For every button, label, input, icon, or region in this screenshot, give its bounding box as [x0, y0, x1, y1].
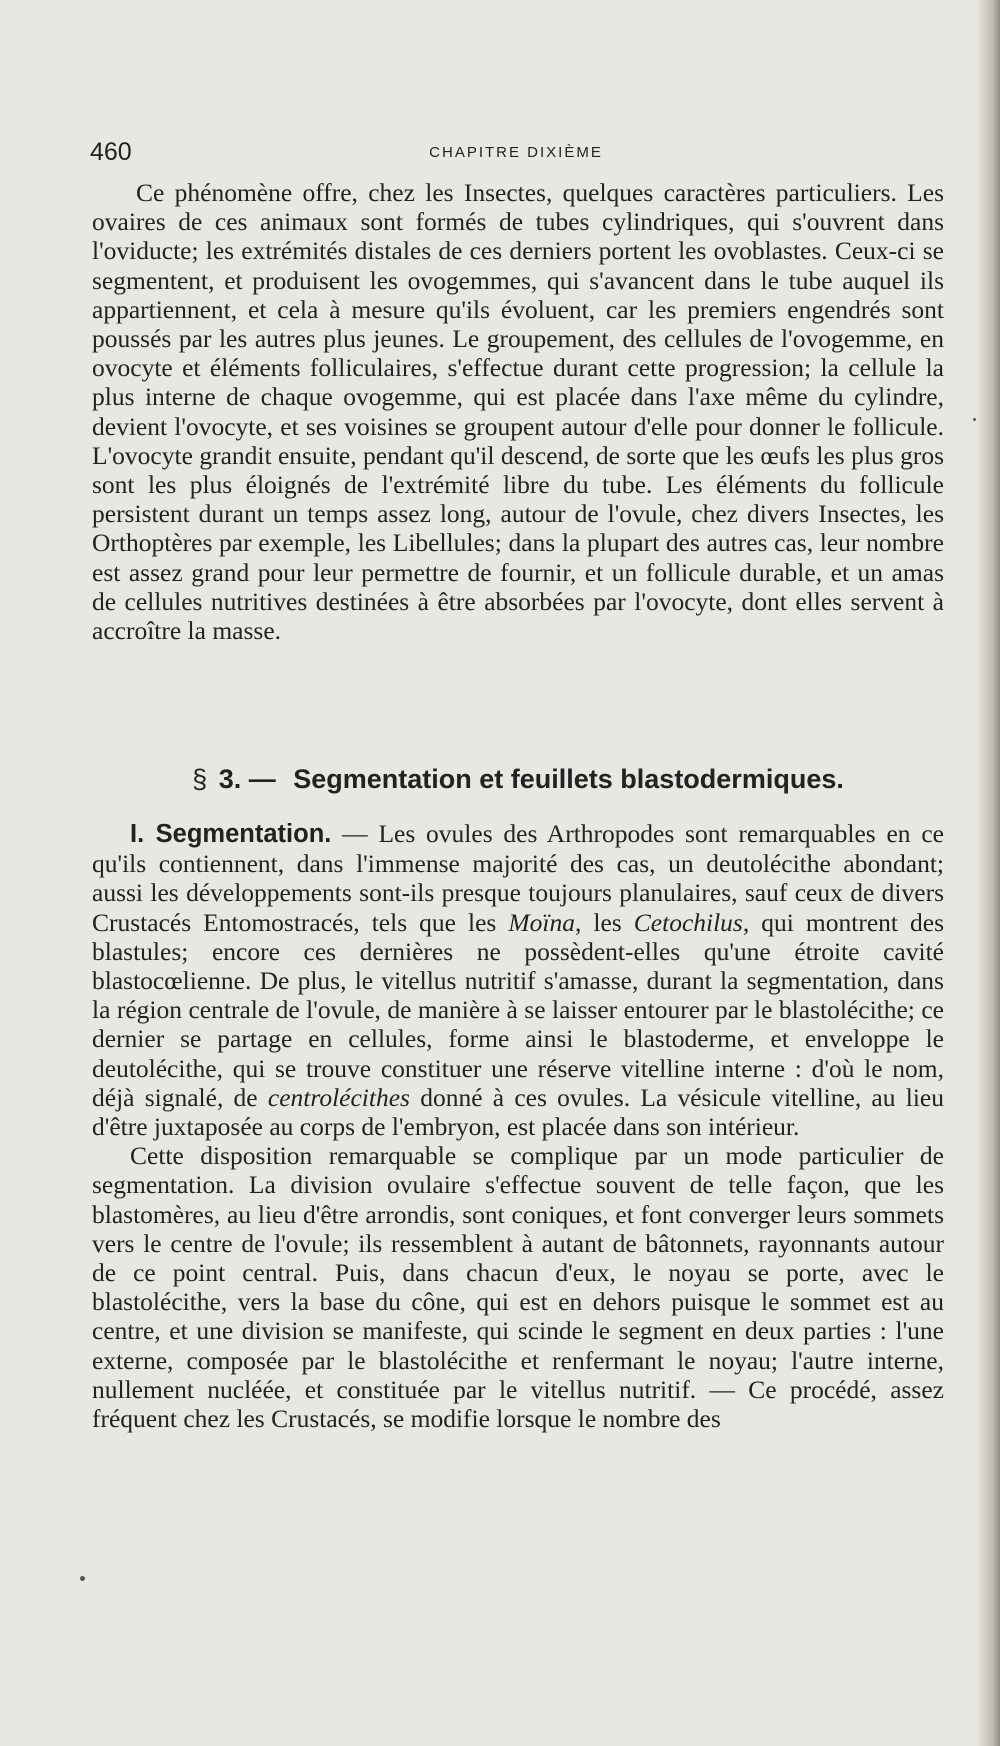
section-sign: § [192, 764, 208, 794]
italic-term-centrolecithes: centrolécithes [267, 1082, 410, 1112]
page-header [90, 138, 942, 172]
print-speck [973, 418, 976, 421]
page-number: 460 [90, 138, 132, 166]
paragraph-2-text-b: , les [574, 907, 634, 937]
paragraph-3: Cette disposition remarquable se complique par un mode particulier de segmentation. La division ovulaire s'effectue souvent de telle façon, que les blastomères, au lieu d'être arrondis, sont coniques, et font converger leurs sommets vers le centre de l'ovule; ils ressemblent à autant de bâtonnets, rayonnants autour de ce point central. Puis, dans chacun d'eux, le noyau se porte, avec le blastolécithe, vers la base du cône, qui est en dehors puisque le sommet est au centre, et une division se manifeste, qui scinde le segment en deux parties : l'une externe, composée par le blastolécithe et renfermant le noyau; l'autre interne, nullement nucléée, et constituée par le vitellus nutritif. — Ce procédé, assez fréquent chez les Crustacés, se modifie lorsque le nombre des [92, 1141, 944, 1434]
italic-term-cetochilus: Cetochilus [633, 907, 743, 937]
subsection-heading: I. Segmentation. [130, 820, 332, 848]
section-heading [92, 764, 944, 795]
body-text-bottom [92, 819, 944, 1433]
running-head: CHAPITRE DIXIÈME [429, 144, 603, 161]
italic-term-moina: Moïna [508, 907, 575, 937]
body-text-top [92, 178, 944, 645]
paragraph-2 [92, 819, 944, 1141]
section-title: Segmentation et feuillets blastodermiques. [293, 764, 844, 794]
paragraph-2-text-c: , qui montrent des blastules; encore ces dernières ne possèdent-elles qu'une étroite cavité blastocœlienne. De plus, le vitellus nutritif s'amasse, durant la segmentation, dans la région centrale de l'ovule, de manière à se laisser entourer par le blastolécithe; ce dernier se partage en cellules, forme ainsi le blastoderme, et enveloppe le deutolécithe, qui se trouve constituer une réserve vitelline interne : d'où le nom, déjà signalé, de [92, 907, 945, 1112]
paragraph-2-text-d: donné à ces ovules. La vésicule vitelline, au lieu d'être juxtaposée au corps de l'embryon, est placée dans son intérieur. [92, 1082, 944, 1142]
section-number: 3. — [218, 764, 276, 794]
paragraph-1: Ce phénomène offre, chez les Insectes, quelques caractères particuliers. Les ovaires de ces animaux sont formés de tubes cylindriques, qui s'ouvrent dans l'oviducte; les extrémités distales de ces derniers portent les ovoblastes. Ceux-ci se segmentent, et produisent les ovogemmes, qui s'avancent dans le tube auquel ils appartiennent, et cela à mesure qu'ils évoluent, car les premiers engendrés sont poussés par les autres plus jeunes. Le groupement, des cellules de l'ovogemme, en ovocyte et éléments folliculaires, s'effectue durant cette progression; la cellule la plus interne de chaque ovogemme, qui est placée dans l'axe même du cylindre, devient l'ovocyte, et ses voisines se groupent autour d'elle pour donner le follicule. L'ovocyte grandit ensuite, pendant qu'il descend, de sorte que les œufs les plus gros sont les plus éloignés de l'extrémité libre du tube. Les éléments du follicule persistent durant un temps assez long, autour de l'ovule, chez divers Insectes, les Orthoptères par exemple, les Libellules; dans la plupart des autres cas, leur nombre est assez grand pour leur permettre de fournir, et un follicule durable, et un amas de cellules nutritives destinées à être absorbées par l'ovocyte, dont elles servent à accroître la masse. [92, 178, 944, 646]
print-speck [80, 1576, 85, 1581]
page-edge-shadow [976, 0, 1000, 1746]
paragraph-2-text-a: — Les ovules des Arthropodes sont remarquables en ce qu'ils contiennent, dans l'immense majorité des cas, un deutolécithe abondant; aussi les développements sont-ils presque toujours planulaires, sauf ceux de divers Crustacés Entomostracés, tels que les [92, 819, 944, 937]
